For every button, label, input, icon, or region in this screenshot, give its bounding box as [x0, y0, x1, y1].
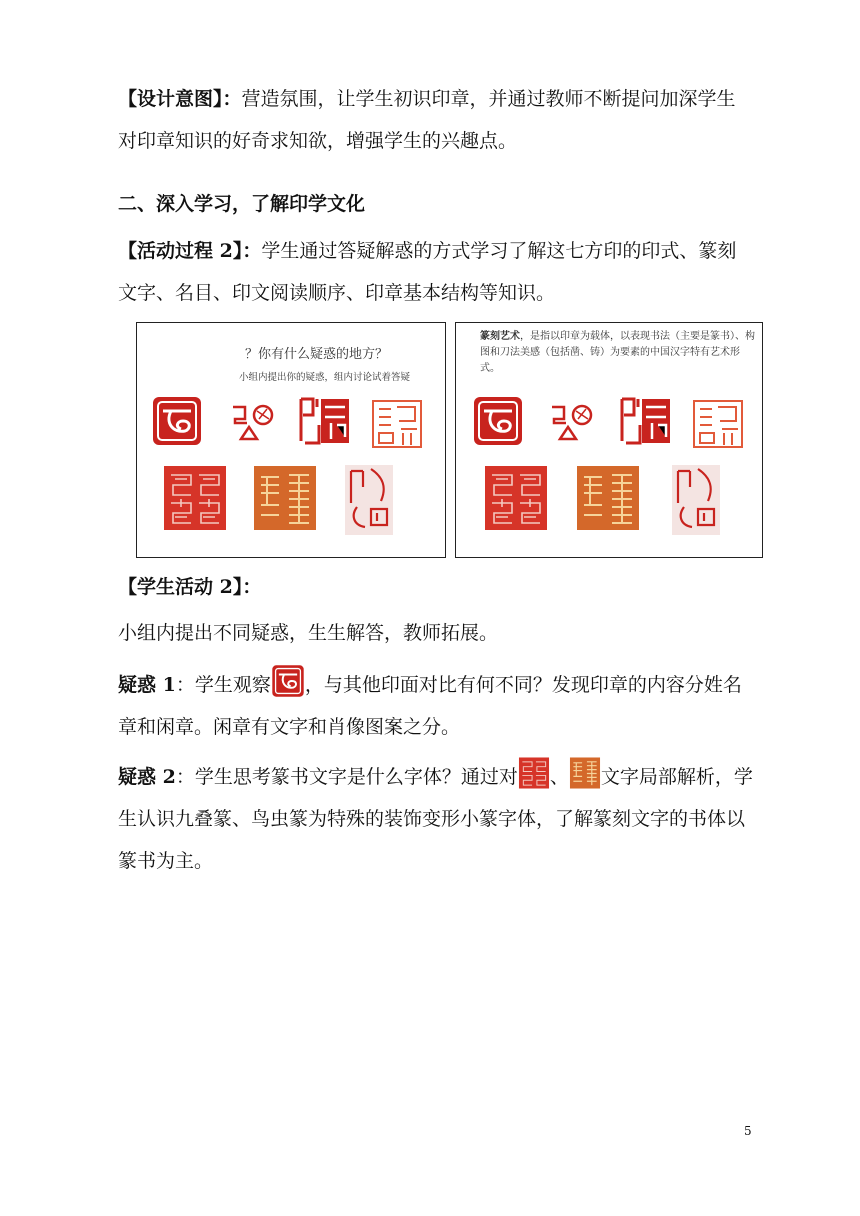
seal-small-group-image [550, 403, 596, 443]
doubt-1-text-a: ：学生观察 [175, 674, 271, 696]
section-heading: 二、深入学习，了解印学文化 [118, 193, 366, 215]
question-text: ？你有什么疑惑的地方？ [245, 347, 389, 362]
activity-process-paragraph [118, 230, 754, 314]
seal-character-image [618, 395, 674, 447]
design-intent-text: 营造氛围，让学生初识印章，并通过教师不断提问加深学生对印章知识的好奇求知欲，增强学生的兴趣点。 [118, 88, 736, 152]
seal-art-definition [480, 329, 758, 377]
student-activity-paragraph [118, 566, 754, 608]
seal-small-group-image [231, 403, 277, 443]
seal-niaochong-image [253, 465, 317, 531]
inline-seal-jiudie-image [518, 757, 550, 789]
student-activity-colon: ： [242, 576, 262, 598]
doubt-2-paragraph [118, 756, 754, 882]
seal-art-term: 篆刻艺术 [480, 331, 520, 342]
doubt-2-separator: 、 [549, 766, 569, 788]
page-number: 5 [744, 1124, 752, 1138]
seal-white-text-image [343, 463, 395, 537]
inline-seal-niaochong-image [569, 757, 601, 789]
activity-process-colon: ： [242, 240, 262, 262]
doubt-2-label: 疑惑 2 [118, 766, 176, 788]
doubt-1-text-b: ，与其他印面对比有何不同？发现印章的内容分姓名章和闲章。闲章有文字和肖像图案之分。 [118, 674, 742, 738]
seal-jiudie-image [163, 465, 227, 531]
seal-portrait-image [472, 395, 524, 447]
instruction-text: 小组内提出你的疑惑，组内讨论试着答疑 [239, 372, 411, 383]
student-activity-label: 【学生活动 2】 [118, 576, 243, 598]
seal-niaochong-image [576, 465, 640, 531]
activity-process-label: 【活动过程 2】 [118, 240, 243, 262]
seal-red-text-image [692, 399, 744, 449]
activity-process-text: 学生通过答疑解惑的方式学习了解这七方印的印式、篆刻文字、名目、印文阅读顺序、印章基本结构等知识。 [118, 240, 737, 304]
seal-white-text-image [670, 463, 722, 537]
design-intent-label: 【设计意图】 [118, 88, 223, 110]
group-question-paragraph: 小组内提出不同疑惑，生生解答，教师拓展。 [118, 622, 499, 644]
doubt-2-text-b: 文字局部解析，学生认识九叠篆、鸟虫篆为特殊的装饰变形小篆字体，了解篆刻文字的书体以篆书为主。 [118, 766, 753, 872]
seal-character-image [297, 395, 353, 447]
doubt-1-paragraph [118, 664, 754, 748]
doubt-2-text-a: ：学生思考篆书文字是什么字体？通过对 [175, 766, 518, 788]
seal-portrait-image [151, 395, 203, 447]
figure-panel-left [136, 322, 446, 558]
doubt-1-label: 疑惑 1 [118, 674, 176, 696]
seal-art-definition-text: ，是指以印章为载体，以表现书法（主要是篆书）、构图和刀法美感（包括凿、铸）为要素的中国汉字特有艺术形式。 [480, 331, 755, 374]
design-intent-colon: ： [222, 88, 242, 110]
seal-jiudie-image [484, 465, 548, 531]
figure-panel-right [455, 322, 763, 558]
design-intent-paragraph [118, 78, 754, 162]
inline-seal-portrait-image [271, 664, 305, 698]
seal-red-text-image [371, 399, 423, 449]
